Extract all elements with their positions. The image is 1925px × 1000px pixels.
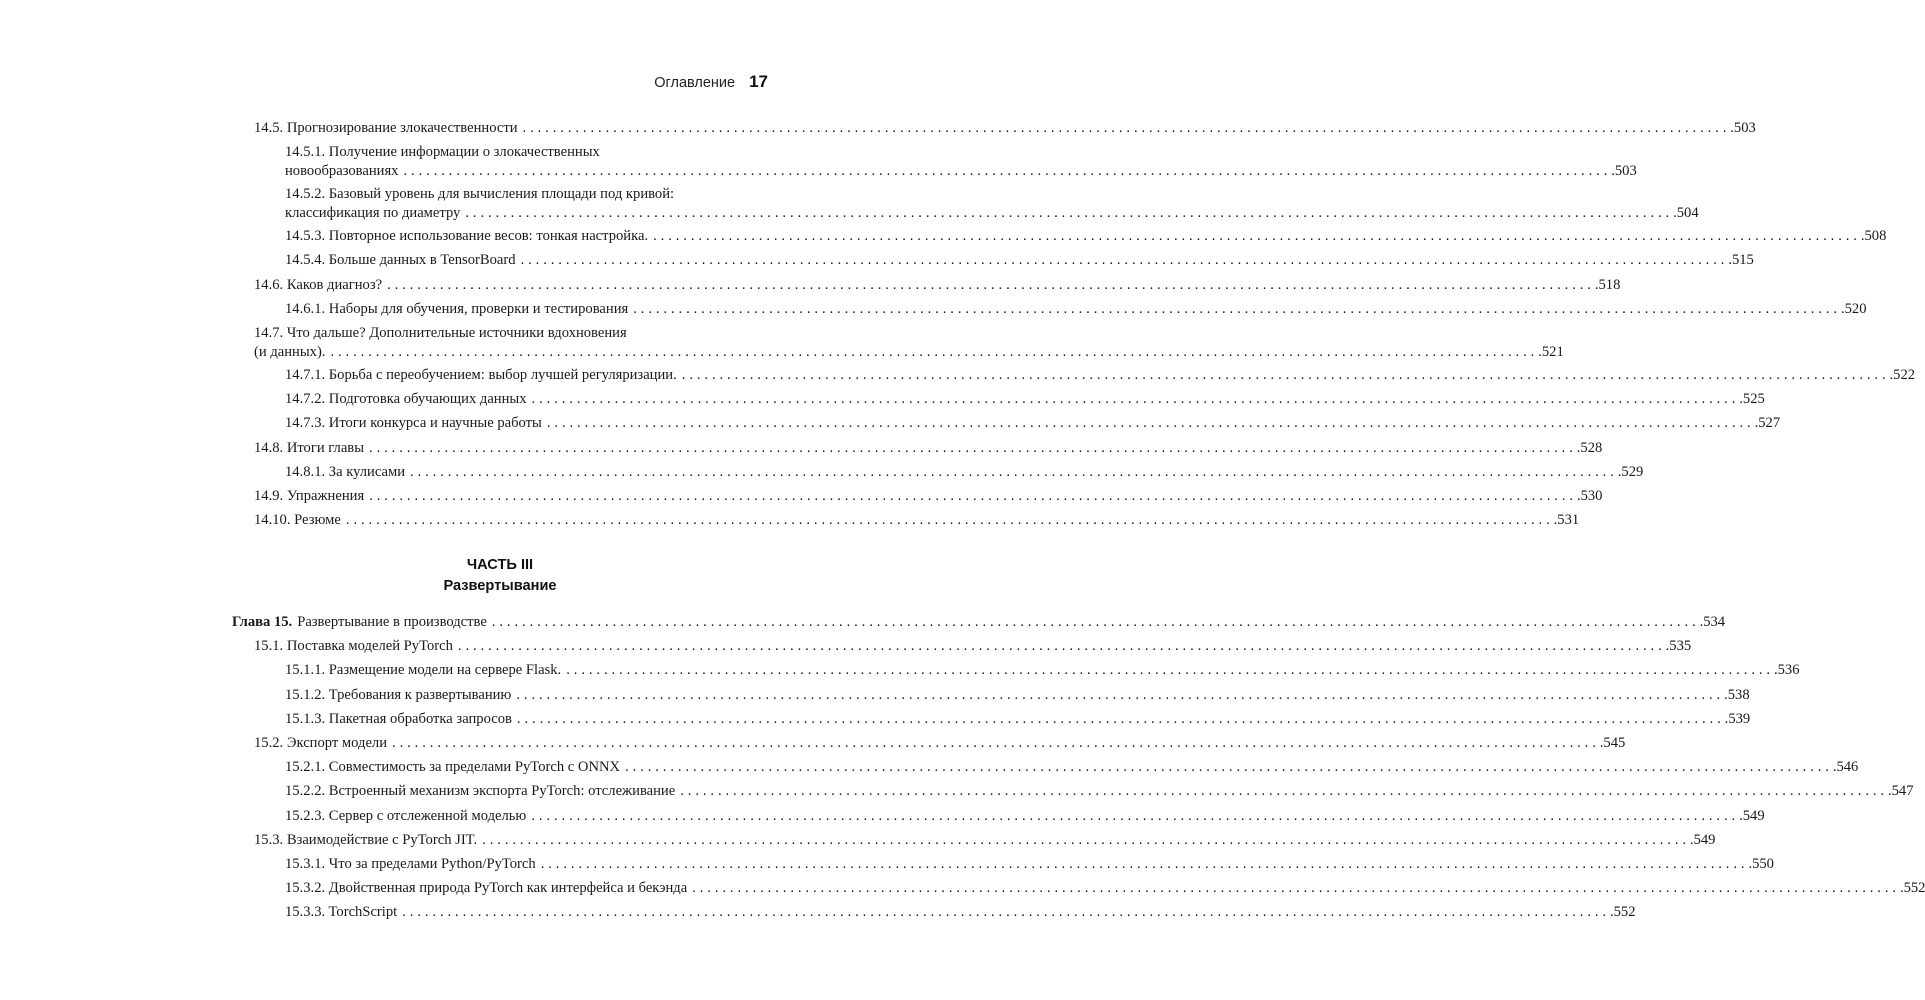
toc-entry-page: .546 — [1832, 759, 1859, 776]
toc-entry-title — [285, 251, 516, 270]
toc-entry-page: .538 — [1724, 686, 1750, 703]
toc-entry[interactable] — [232, 324, 1564, 366]
toc-entry-leader-line — [285, 251, 1754, 270]
toc-entry-page: .527 — [1754, 415, 1781, 432]
dot-leader: ................................................................................................................................................................ — [546, 415, 1755, 432]
toc-entry-title-text: 15.3.2. Двойственная природа PyTorch как интерфейса и бекэнда — [285, 880, 688, 897]
toc-entry[interactable] — [232, 227, 1887, 251]
toc-entry-leader-line — [285, 807, 1765, 826]
toc-entry-title — [285, 366, 677, 385]
dot-leader: ................................................................................................................................................................ — [522, 120, 1731, 136]
toc-entry[interactable] — [232, 390, 1765, 414]
toc-entry-title — [285, 782, 675, 801]
toc-entry-title-text: 14.7.2. Подготовка обучающих данных — [285, 391, 527, 408]
toc-entry-title — [254, 831, 477, 850]
toc-entry[interactable] — [232, 710, 1751, 734]
toc-entry-title — [285, 686, 511, 705]
toc-entry-page: .530 — [1576, 487, 1603, 504]
toc-entry-title — [285, 807, 526, 826]
toc-entry-title — [285, 300, 628, 319]
toc-entry-title-text: новообразованиях — [285, 163, 399, 180]
toc-entry[interactable] — [232, 613, 1726, 637]
toc-entry-title — [254, 343, 325, 362]
toc-entry[interactable] — [232, 782, 1914, 806]
running-header — [654, 72, 768, 92]
dot-leader: ................................................................................................................................................................ — [387, 276, 1595, 293]
toc-entry-title — [285, 758, 620, 777]
toc-entry-title-line: 14.5.1. Получение информации о злокачественных — [285, 144, 600, 161]
toc-entry-page: .535 — [1665, 638, 1692, 655]
dot-leader: ................................................................................................................................................................ — [653, 228, 1861, 245]
toc-entry-title-text: 14.6.1. Наборы для обучения, проверки и тестирования — [285, 300, 629, 317]
toc-entry-title-text: 14.5.3. Повторное использование весов: тонкая настройка. — [285, 228, 649, 245]
part-number: ЧАСТЬ III — [466, 557, 534, 573]
toc-entry-page: .528 — [1576, 439, 1603, 456]
toc-entry-page: .503 — [1730, 120, 1756, 136]
toc-entry-page: .549 — [1739, 807, 1765, 824]
toc-entry-title — [285, 227, 648, 246]
toc-entry-title — [285, 162, 398, 181]
toc-entry-leader-line — [285, 879, 1925, 898]
toc-entry[interactable] — [232, 661, 1800, 685]
toc-entry-leader-line — [285, 300, 1867, 319]
dot-leader: ................................................................................................................................................................ — [516, 710, 1725, 727]
dot-leader: ................................................................................................................................................................ — [457, 638, 1666, 655]
toc-entry-title-text: (и данных). — [254, 343, 326, 360]
toc-entry-leader-line — [254, 276, 1621, 295]
toc-entry-title-text: Развертывание в производстве — [297, 614, 487, 630]
toc-entry-title-text: 15.1.1. Размещение модели на сервере Flask. — [285, 662, 562, 679]
toc-entry-title-text: 14.5. Прогнозирование злокачественности — [254, 120, 518, 136]
toc-entry-leader-line — [254, 637, 1692, 656]
toc-entry-leader-line — [285, 710, 1751, 729]
toc-entry-leader-line — [254, 831, 1716, 850]
dot-leader: ................................................................................................................................................................ — [402, 904, 1610, 921]
toc-entry-page: .503 — [1611, 163, 1637, 180]
toc-entry-title-text: 14.9. Упражнения — [254, 487, 365, 504]
dot-leader: ................................................................................................................................................................ — [516, 686, 1725, 703]
toc-entry-leader-line — [285, 463, 1644, 482]
toc-entry-leader-line — [254, 511, 1580, 530]
part-title: Развертывание — [443, 578, 557, 594]
dot-leader: ................................................................................................................................................................ — [633, 300, 1841, 317]
toc-entry-leader-line — [285, 903, 1636, 922]
toc-entry-leader-line — [254, 487, 1603, 506]
toc-entry-page: .536 — [1773, 662, 1800, 679]
toc-entry-title-text: 14.8.1. За кулисами — [285, 463, 406, 480]
part-heading — [232, 555, 768, 597]
toc-entry-title-text: 15.1.2. Требования к развертыванию — [285, 686, 512, 703]
toc-entry-title — [285, 903, 397, 922]
toc-entry-title-text: 14.8. Итоги главы — [254, 439, 365, 456]
toc-entry-page: .552 — [1609, 904, 1636, 921]
toc-entry[interactable] — [232, 487, 1603, 511]
toc-entry[interactable] — [232, 185, 1699, 227]
toc-entry-title-text: 15.2. Экспорт модели — [254, 734, 388, 751]
toc-entry[interactable] — [232, 903, 1636, 927]
toc-entry-title-text: 15.2.3. Сервер с отслеженной моделью — [285, 807, 527, 824]
toc-entry-title-text: 15.2.1. Совместимость за пределами PyTorch с ONNX — [285, 759, 621, 776]
toc-entry-title-text: 15.3.1. Что за пределами Python/PyTorch — [285, 855, 536, 872]
dot-leader: ................................................................................................................................................................ — [330, 343, 1539, 360]
toc-entry-page: .534 — [1699, 614, 1726, 630]
toc-entry[interactable] — [232, 366, 1916, 390]
toc-entry-leader-line — [285, 782, 1914, 801]
toc-entry[interactable] — [232, 855, 1774, 879]
toc-entry-page: .522 — [1889, 366, 1916, 383]
toc-entry[interactable] — [232, 119, 1756, 143]
toc-entry-leader-line — [285, 227, 1887, 246]
toc-entry-leader-line — [285, 855, 1774, 874]
toc-entry-page: .547 — [1887, 783, 1914, 800]
toc-entry-title — [285, 414, 542, 433]
toc-entry[interactable] — [232, 463, 1644, 487]
toc-entry-page: .549 — [1689, 831, 1716, 848]
toc-entry-page: .545 — [1599, 734, 1626, 751]
toc-entry-leader-line — [254, 119, 1756, 138]
dot-leader: ................................................................................................................................................................ — [403, 163, 1612, 180]
toc-entry-title — [285, 879, 687, 898]
toc-entry-leader-line — [254, 439, 1603, 458]
dot-leader: ................................................................................................................................................................ — [482, 831, 1690, 848]
dot-leader: ................................................................................................................................................................ — [520, 252, 1729, 269]
toc-entry-page: .520 — [1840, 300, 1867, 317]
toc-entry-title — [285, 710, 512, 729]
toc-entry-title — [254, 511, 341, 530]
toc-entry-page: .539 — [1724, 710, 1751, 727]
dot-leader: ................................................................................................................................................................ — [540, 855, 1749, 872]
toc-section-top — [232, 119, 1916, 535]
toc-entry-title — [254, 119, 518, 138]
toc-entry-title-text: 15.3. Взаимодействие с PyTorch JIT. — [254, 831, 478, 848]
toc-entry-page: .508 — [1860, 228, 1887, 245]
toc-entry-leader-line — [285, 661, 1800, 680]
toc-entry-leader-line — [285, 162, 1637, 181]
dot-leader: ................................................................................................................................................................ — [392, 734, 1600, 751]
dot-leader: ................................................................................................................................................................ — [692, 880, 1900, 897]
toc-entry-leader-line — [285, 686, 1750, 705]
toc-entry-title-text: 14.7.1. Борьба с переобучением: выбор лучшей регуляризации. — [285, 366, 677, 383]
toc-entry-title-text: 15.1.3. Пакетная обработка запросов — [285, 710, 512, 727]
toc-entry[interactable] — [232, 276, 1621, 300]
dot-leader: ................................................................................................................................................................ — [566, 662, 1774, 679]
toc-entry-title — [254, 637, 453, 656]
toc-entry-title-line: 14.7. Что дальше? Дополнительные источники вдохновения — [254, 324, 627, 341]
toc-entry-title-text: 14.5.4. Больше данных в TensorBoard — [285, 252, 516, 269]
toc-entry-title-text: 15.1. Поставка моделей PyTorch — [254, 638, 453, 655]
toc-entry-leader-line — [285, 366, 1916, 385]
dot-leader: ................................................................................................................................................................ — [410, 463, 1618, 480]
toc-entry-leader-line — [285, 758, 1859, 777]
toc-entry-page: .525 — [1739, 391, 1765, 408]
toc-entry[interactable] — [232, 879, 1925, 903]
toc-entry-title-text: классификация по диаметру — [285, 205, 461, 222]
toc-entry-title — [285, 390, 527, 409]
toc-entry-title-text: 14.7.3. Итоги конкурса и научные работы — [285, 415, 542, 432]
toc-entry[interactable] — [232, 300, 1867, 324]
toc-entry[interactable] — [232, 439, 1603, 463]
dot-leader: ................................................................................................................................................................ — [531, 807, 1740, 824]
header-page-number: 17 — [749, 72, 768, 91]
toc-entry-leader-line — [254, 343, 1564, 362]
toc-entry[interactable] — [232, 251, 1754, 275]
toc-entry[interactable] — [232, 511, 1580, 535]
toc-entry-title — [285, 463, 405, 482]
toc-entry-title — [254, 276, 382, 295]
toc-entry-page: .515 — [1728, 252, 1754, 269]
toc-entry-page: .518 — [1594, 276, 1621, 293]
toc-entry-title-text: 14.6. Каков диагноз? — [254, 276, 383, 293]
toc-entry-leader-line — [254, 734, 1626, 753]
toc-entry-leader-line — [285, 390, 1765, 409]
toc-entry-page: .529 — [1617, 463, 1644, 480]
toc-entry-title — [254, 487, 364, 506]
header-title: Оглавление — [654, 75, 736, 91]
dot-leader: ................................................................................................................................................................ — [625, 759, 1833, 776]
dot-leader: ................................................................................................................................................................ — [369, 487, 1577, 504]
dot-leader: ................................................................................................................................................................ — [345, 512, 1554, 529]
toc-entry-title — [254, 734, 387, 753]
toc-entry-leader-line — [285, 414, 1781, 433]
toc-entry-title-text: 15.3.3. TorchScript — [285, 904, 398, 921]
toc-entry[interactable] — [232, 734, 1626, 758]
dot-leader: ................................................................................................................................................................ — [491, 614, 1700, 630]
toc-entry-title-line: 14.5.2. Базовый уровень для вычисления площади под кривой: — [285, 186, 675, 203]
dot-leader: ................................................................................................................................................................ — [465, 205, 1674, 222]
toc-entry-title — [285, 204, 460, 223]
toc-entry-title — [285, 661, 561, 680]
toc-entry-page: .521 — [1538, 343, 1564, 360]
toc-entry[interactable] — [232, 686, 1750, 710]
toc-section-bottom — [232, 613, 1925, 927]
toc-entry[interactable] — [232, 143, 1637, 185]
dot-leader: ................................................................................................................................................................ — [680, 783, 1888, 800]
toc-entry-title-text: 14.10. Резюме — [254, 512, 341, 529]
toc-entry-title — [232, 613, 487, 632]
toc-entry[interactable] — [232, 414, 1781, 438]
chapter-label: Глава 15. — [232, 614, 293, 630]
dot-leader: ................................................................................................................................................................ — [531, 391, 1740, 408]
toc-entry[interactable] — [232, 637, 1692, 661]
toc-entry-title — [285, 855, 536, 874]
toc-entry-page: .531 — [1553, 512, 1580, 529]
dot-leader: ................................................................................................................................................................ — [681, 366, 1890, 383]
toc-entry-page: .504 — [1673, 205, 1699, 222]
toc-entry[interactable] — [232, 831, 1716, 855]
toc-entry-leader-line — [285, 204, 1699, 223]
toc-entry[interactable] — [232, 807, 1765, 831]
toc-entry[interactable] — [232, 758, 1859, 782]
dot-leader: ................................................................................................................................................................ — [369, 439, 1577, 456]
toc-entry-leader-line — [232, 613, 1726, 632]
toc-entry-page: .550 — [1748, 855, 1774, 872]
toc-entry-page: .552 — [1899, 880, 1925, 897]
toc-entry-title-text: 15.2.2. Встроенный механизм экспорта PyTorch: отслеживание — [285, 783, 676, 800]
toc-entry-title — [254, 439, 364, 458]
